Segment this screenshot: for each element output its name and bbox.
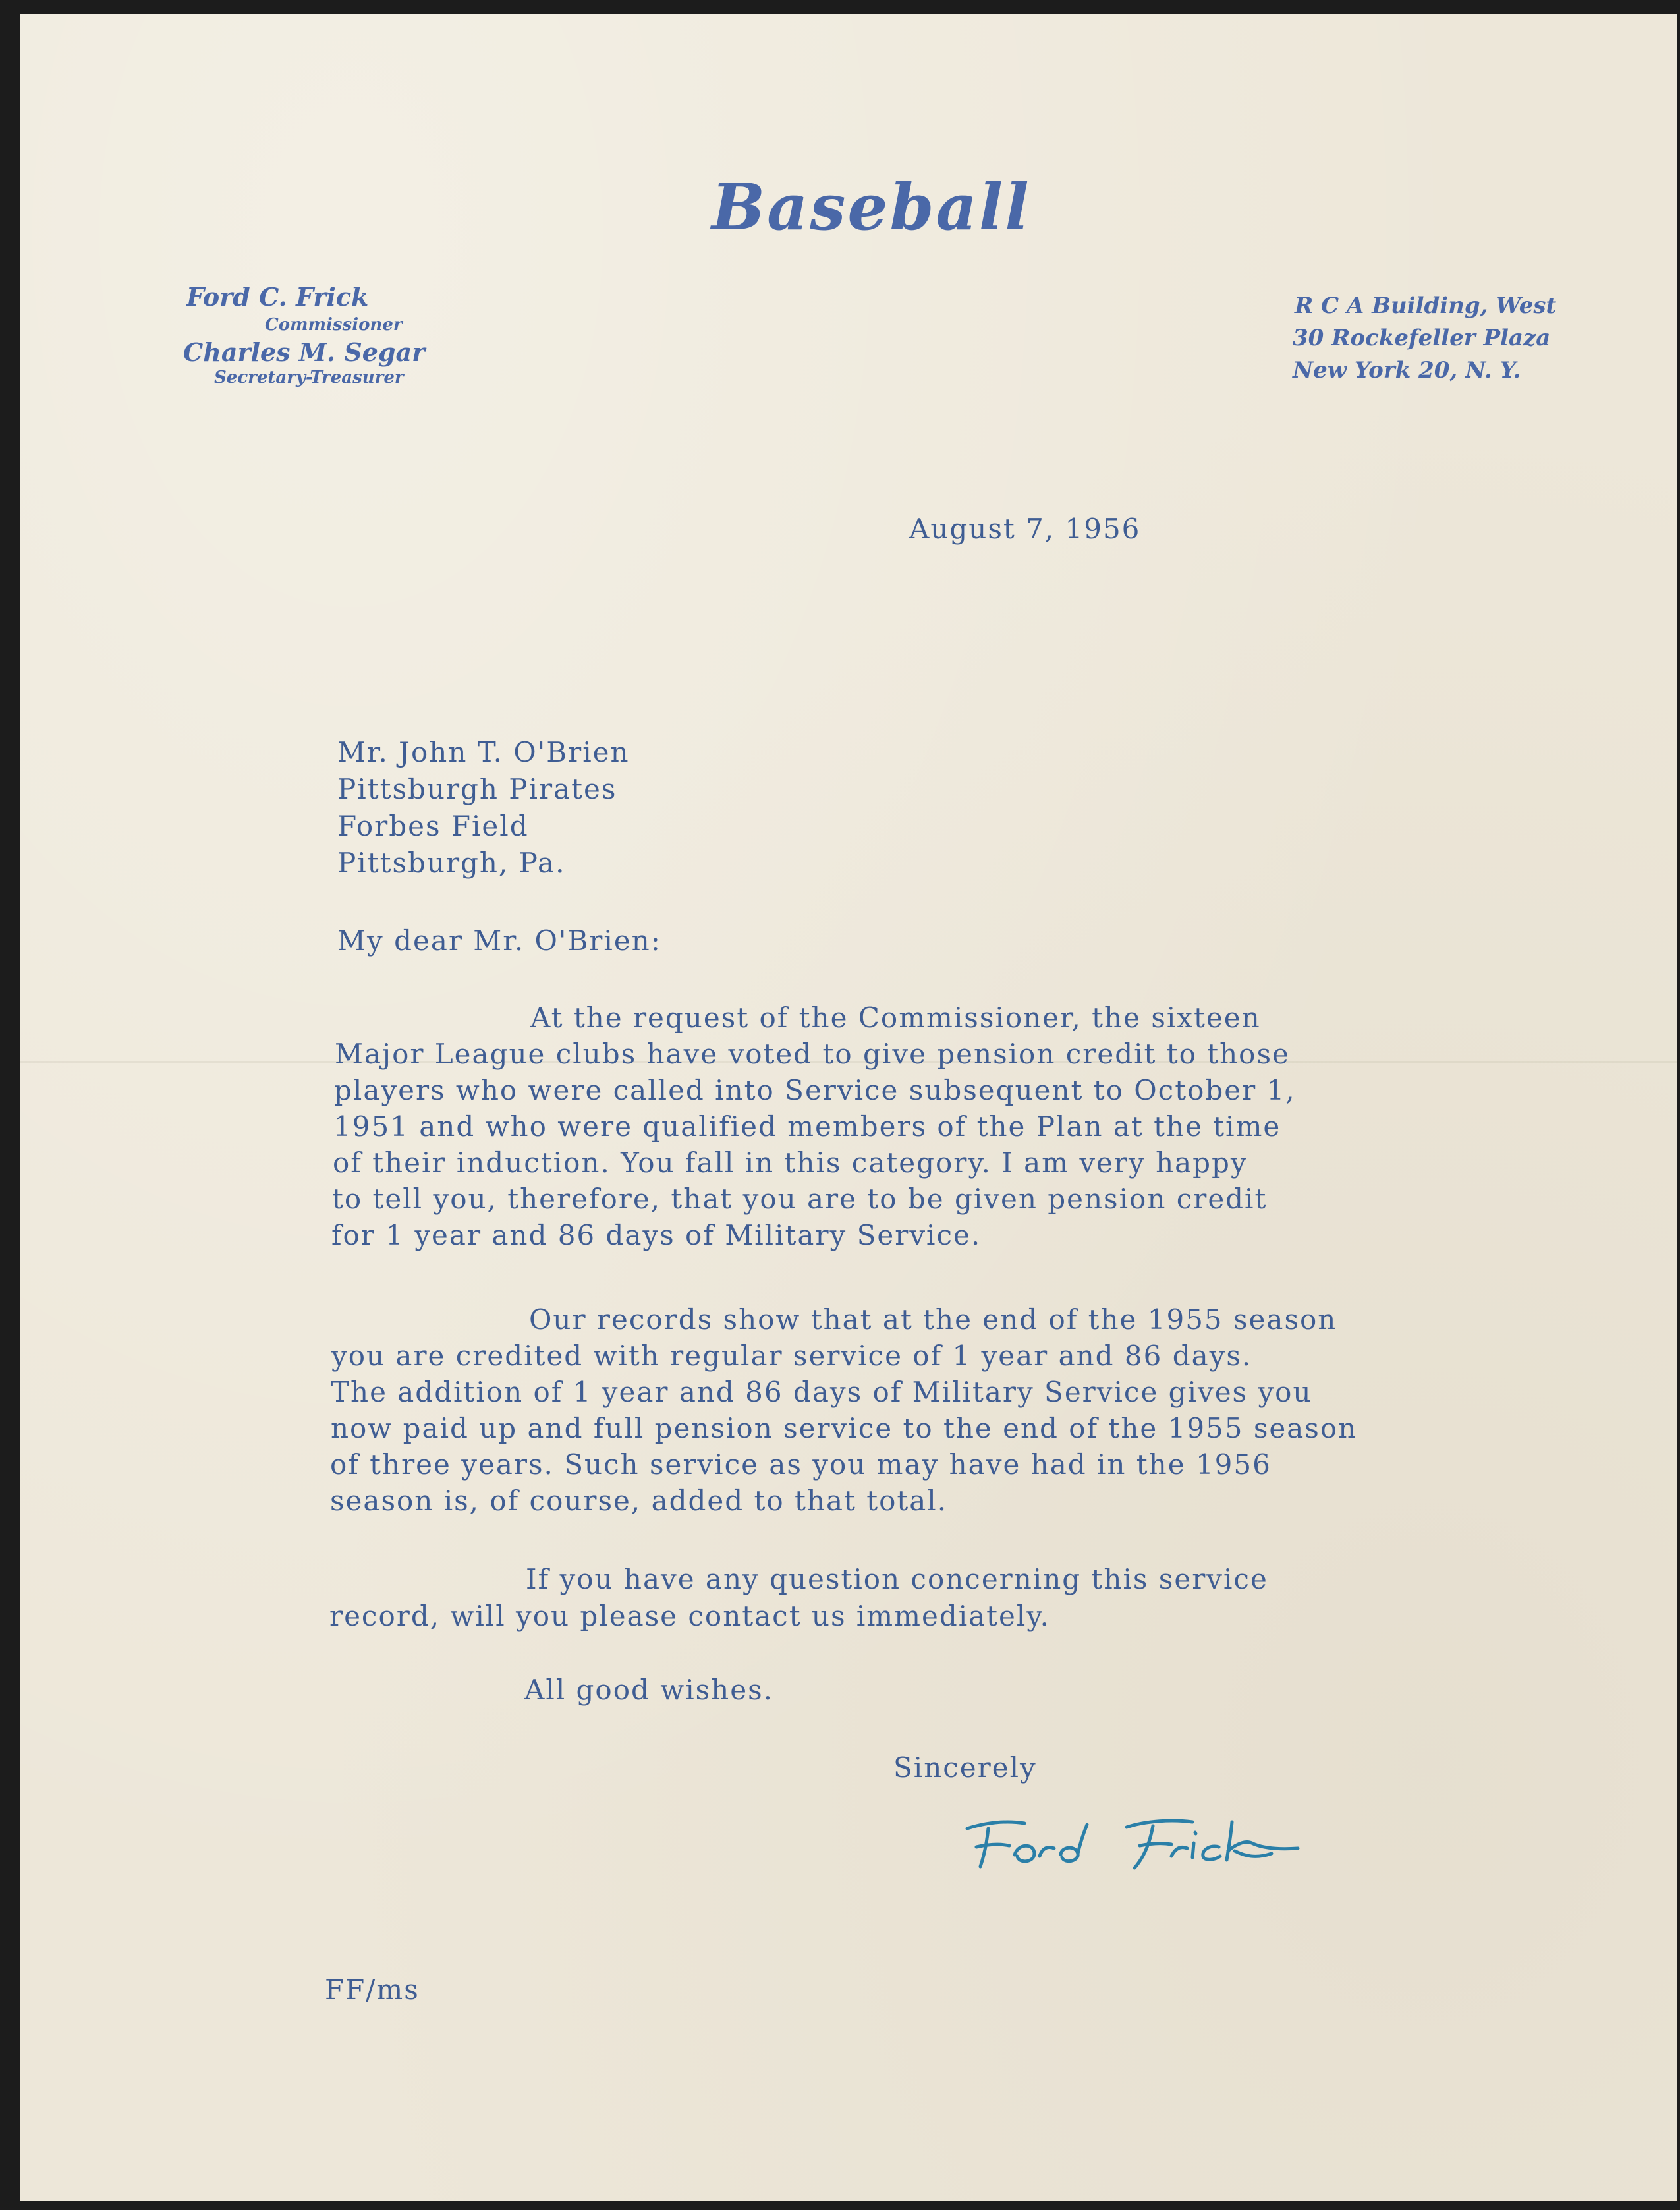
paragraph-1-line: to tell you, therefore, that you are to be given pension credit (332, 1183, 1268, 1215)
paragraph-3-line: record, will you please contact us immediately. (329, 1600, 1050, 1632)
recipient-line-3: Forbes Field (337, 810, 529, 842)
paragraph-1-line: of their induction. You fall in this category. I am very happy (333, 1147, 1248, 1179)
closing-wish: All good wishes. (524, 1674, 773, 1706)
secretary-role: Secretary-Treasurer (214, 368, 404, 387)
closing: Sincerely (893, 1751, 1037, 1784)
handwritten-signature (962, 1802, 1304, 1875)
paragraph-2-line: now paid up and full pension service to the end of the 1955 season (331, 1412, 1358, 1444)
secretary-name: Charles M. Segar (183, 337, 426, 367)
paragraph-2-line: Our records show that at the end of the 1955 season (529, 1303, 1337, 1336)
address-line-3: New York 20, N. Y. (1293, 357, 1521, 383)
paragraph-1-line: Major League clubs have voted to give pension credit to those (335, 1038, 1290, 1070)
letter-date: August 7, 1956 (909, 513, 1141, 545)
reference-initials: FF/ms (325, 1973, 420, 2006)
recipient-line-2: Pittsburgh Pirates (337, 773, 617, 805)
paragraph-2-line: of three years. Such service as you may have had in the 1956 (330, 1448, 1272, 1481)
address-line-1: R C A Building, West (1295, 293, 1557, 319)
commissioner-role: Commissioner (265, 315, 403, 335)
paragraph-2-line: The addition of 1 year and 86 days of Military Service gives you (331, 1376, 1312, 1408)
paragraph-2-line: season is, of course, added to that total. (330, 1485, 948, 1517)
paragraph-1-line: players who were called into Service subsequent to October 1, (334, 1074, 1296, 1106)
paragraph-2-line: you are credited with regular service of 1 year and 86 days. (331, 1340, 1252, 1372)
address-line-2: 30 Rockefeller Plaza (1293, 325, 1551, 351)
recipient-line-4: Pittsburgh, Pa. (337, 847, 566, 879)
salutation: My dear Mr. O'Brien: (337, 924, 661, 957)
recipient-line-1: Mr. John T. O'Brien (337, 736, 630, 768)
letterhead-title: Baseball (712, 170, 1031, 244)
paragraph-1-line: At the request of the Commissioner, the sixteen (530, 1002, 1261, 1034)
commissioner-name: Ford C. Frick (186, 282, 369, 312)
paragraph-1-line: 1951 and who were qualified members of the Plan at the time (333, 1110, 1281, 1143)
paragraph-3-line: If you have any question concerning this service (526, 1563, 1268, 1595)
paragraph-1-line: for 1 year and 86 days of Military Service. (331, 1219, 982, 1251)
